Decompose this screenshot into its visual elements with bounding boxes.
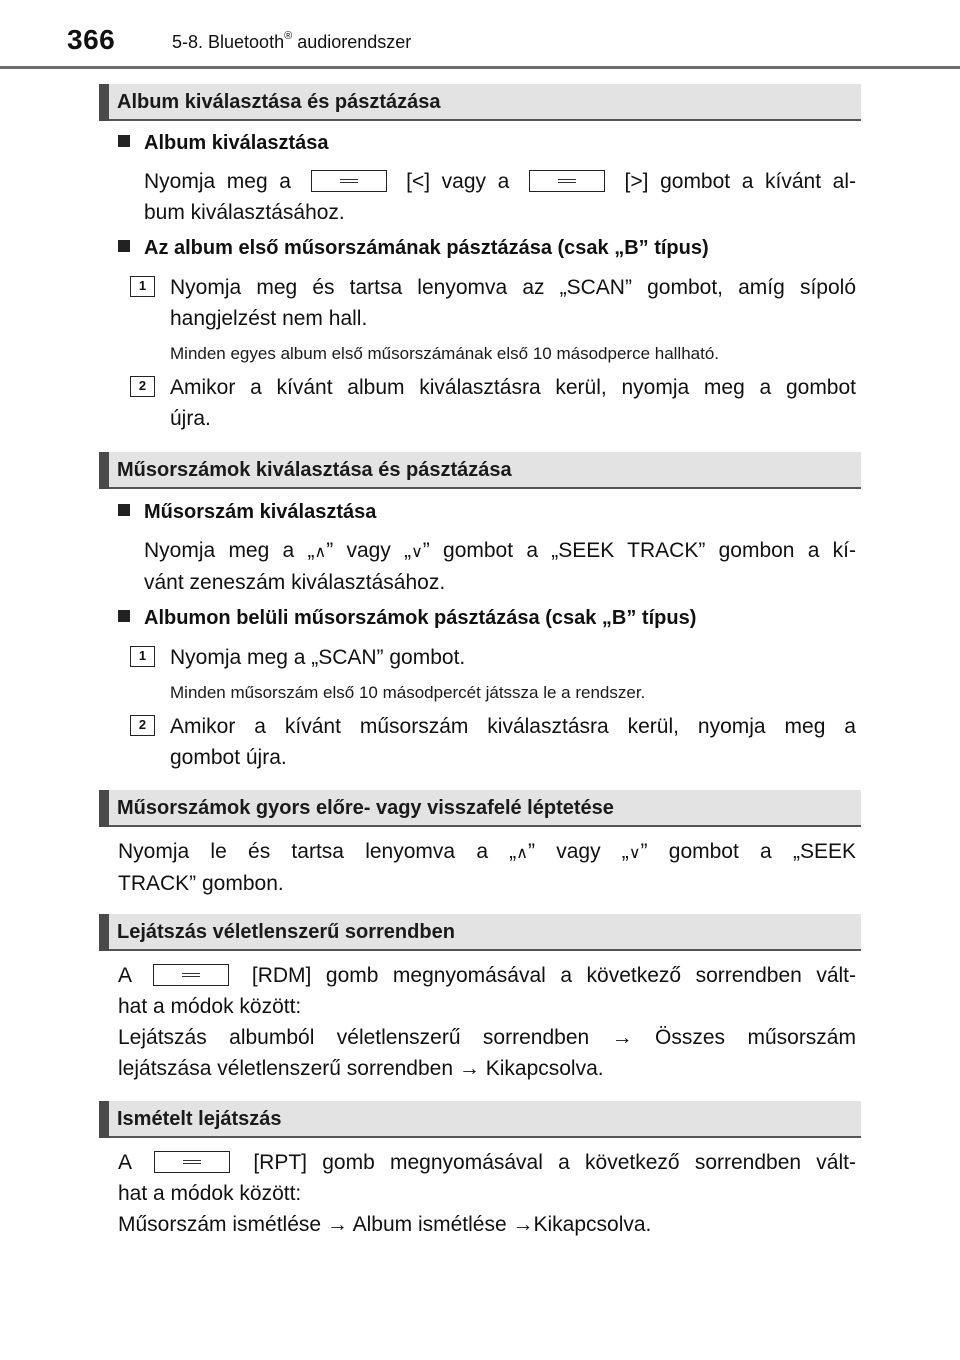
- page-number: 366: [67, 24, 116, 55]
- step-badge: 2: [130, 376, 155, 397]
- text-run: [RDM] gomb megnyomásával a következő sorrendben vált-: [251, 964, 856, 987]
- para-line: [118, 836, 856, 868]
- registered-mark: ®: [284, 30, 293, 42]
- para-line: [118, 1053, 856, 1084]
- text-run: [>] gombot a kívánt al-: [624, 170, 856, 193]
- para-line: hangjelzést nem hall.: [170, 307, 368, 330]
- right-arrow-icon: →: [458, 1057, 480, 1080]
- para-line: bum kiválasztásához.: [144, 201, 345, 224]
- para-line: Amikor a kívánt album kiválasztásra kerül, nyomja meg a gombot: [170, 376, 856, 399]
- random-paragraph: [118, 960, 856, 1084]
- text-run: Összes műsorszám: [655, 1026, 856, 1049]
- rdm-button-icon: [153, 964, 229, 986]
- square-bullet-icon: [118, 240, 130, 252]
- text-run: Lejátszás albumból véletlenszerű sorrendben: [118, 1026, 590, 1049]
- up-arrow-icon: ∧: [516, 843, 528, 862]
- para-line: hat a módok között:: [118, 1182, 302, 1205]
- subheading-text: Album kiválasztása: [144, 132, 329, 154]
- fast-paragraph: [118, 836, 856, 899]
- subheading-track-select: [118, 501, 376, 524]
- para-line: [118, 1147, 856, 1178]
- para-line: [144, 535, 856, 567]
- section-fast-bar: [99, 790, 861, 827]
- para-line: [118, 1022, 856, 1053]
- track-select-paragraph: [144, 535, 856, 598]
- subheading-track-scan: [118, 607, 696, 630]
- para-line: hat a módok között:: [118, 995, 302, 1018]
- text-run: Nyomja le és tartsa lenyomva a „: [118, 840, 517, 863]
- subheading-text: Műsorszám kiválasztása: [144, 501, 377, 523]
- text-run: [RPT] gomb megnyomásával a következő sorrendben vált-: [253, 1151, 856, 1174]
- para-line: vánt zeneszám kiválasztásához.: [144, 571, 446, 594]
- subheading-album-scan: [118, 237, 709, 260]
- para-line: Amikor a kívánt műsorszám kiválasztásra kerül, nyomja meg a: [170, 715, 856, 738]
- album-step1-text: [170, 272, 856, 334]
- para-line: TRACK” gombon.: [118, 872, 284, 895]
- chapter-name: 5-8. Bluetooth: [172, 32, 285, 52]
- album-step2-text: [170, 372, 856, 434]
- square-bullet-icon: [118, 610, 130, 622]
- rpt-button-icon: [154, 1151, 230, 1173]
- right-arrow-icon: →: [326, 1213, 348, 1236]
- text-run: A: [118, 1151, 131, 1174]
- subheading-text: Az album első műsorszámának pásztázása (csak „B” típus): [144, 237, 709, 259]
- track-step1-text: [170, 642, 856, 673]
- section-title: Műsorszámok gyors előre- vagy visszafelé léptetése: [117, 797, 614, 819]
- para-line: újra.: [170, 407, 211, 430]
- section-random-bar: [99, 914, 861, 951]
- section-title: Ismételt lejátszás: [117, 1108, 282, 1130]
- album-note: Minden egyes album első műsorszámának első 10 másodperce hallható.: [170, 344, 720, 363]
- header-rule: [0, 66, 960, 69]
- up-arrow-icon: ∧: [314, 542, 327, 561]
- text-run: ” vagy „: [326, 539, 412, 562]
- section-album-bar: [99, 84, 861, 121]
- text-run: ” vagy „: [527, 840, 629, 863]
- page-header: [0, 18, 960, 68]
- text-run: Album ismétlése: [352, 1213, 507, 1236]
- subheading-text: Albumon belüli műsorszámok pásztázása (csak „B” típus): [144, 607, 697, 629]
- chapter-suffix: audiorendszer: [292, 32, 412, 52]
- text-run: lejátszása véletlenszerű sorrendben: [118, 1057, 454, 1080]
- right-arrow-icon: →: [512, 1213, 534, 1236]
- para-line: Nyomja meg és tartsa lenyomva az „SCAN” gombot, amíg sípoló: [170, 276, 856, 299]
- down-arrow-icon: ∨: [628, 843, 641, 862]
- section-title: Album kiválasztása és pásztázása: [117, 91, 441, 113]
- next-button-icon: [529, 170, 605, 192]
- para-line: [118, 960, 856, 991]
- right-arrow-icon: →: [611, 1026, 633, 1049]
- step-badge: 1: [130, 276, 155, 297]
- section-tracks-bar: [99, 452, 861, 489]
- text-run: ” gombot a „SEEK TRACK” gombon a kí-: [422, 539, 856, 562]
- text-run: Nyomja meg a „: [144, 539, 315, 562]
- step-badge: 1: [130, 646, 155, 667]
- text-run: Kikapcsolva.: [485, 1057, 604, 1080]
- para-line: [144, 166, 856, 197]
- repeat-paragraph: [118, 1147, 856, 1240]
- square-bullet-icon: [118, 504, 130, 516]
- chapter-title: [172, 32, 411, 53]
- section-repeat-bar: [99, 1101, 861, 1138]
- text-run: Nyomja meg a: [144, 170, 291, 193]
- track-note: Minden műsorszám első 10 másodpercét játssza le a rendszer.: [170, 683, 646, 702]
- para-line: gombot újra.: [170, 746, 287, 769]
- album-select-paragraph: [144, 166, 856, 228]
- section-title: Lejátszás véletlenszerű sorrendben: [117, 921, 455, 943]
- step-badge: 2: [130, 715, 155, 736]
- section-title: Műsorszámok kiválasztása és pásztázása: [117, 459, 512, 481]
- track-step2-text: [170, 711, 856, 773]
- para-line: Nyomja meg a „SCAN” gombot.: [170, 646, 466, 669]
- square-bullet-icon: [118, 135, 130, 147]
- prev-button-icon: [311, 170, 387, 192]
- down-arrow-icon: ∨: [411, 542, 423, 561]
- text-run: [<] vagy a: [406, 170, 510, 193]
- para-line: [118, 1209, 856, 1240]
- text-run: Kikapcsolva.: [533, 1213, 652, 1236]
- text-run: Műsorszám ismétlése: [118, 1213, 322, 1236]
- subheading-album-select: [118, 132, 329, 155]
- text-run: ” gombot a „SEEK: [640, 840, 856, 863]
- text-run: A: [118, 964, 131, 987]
